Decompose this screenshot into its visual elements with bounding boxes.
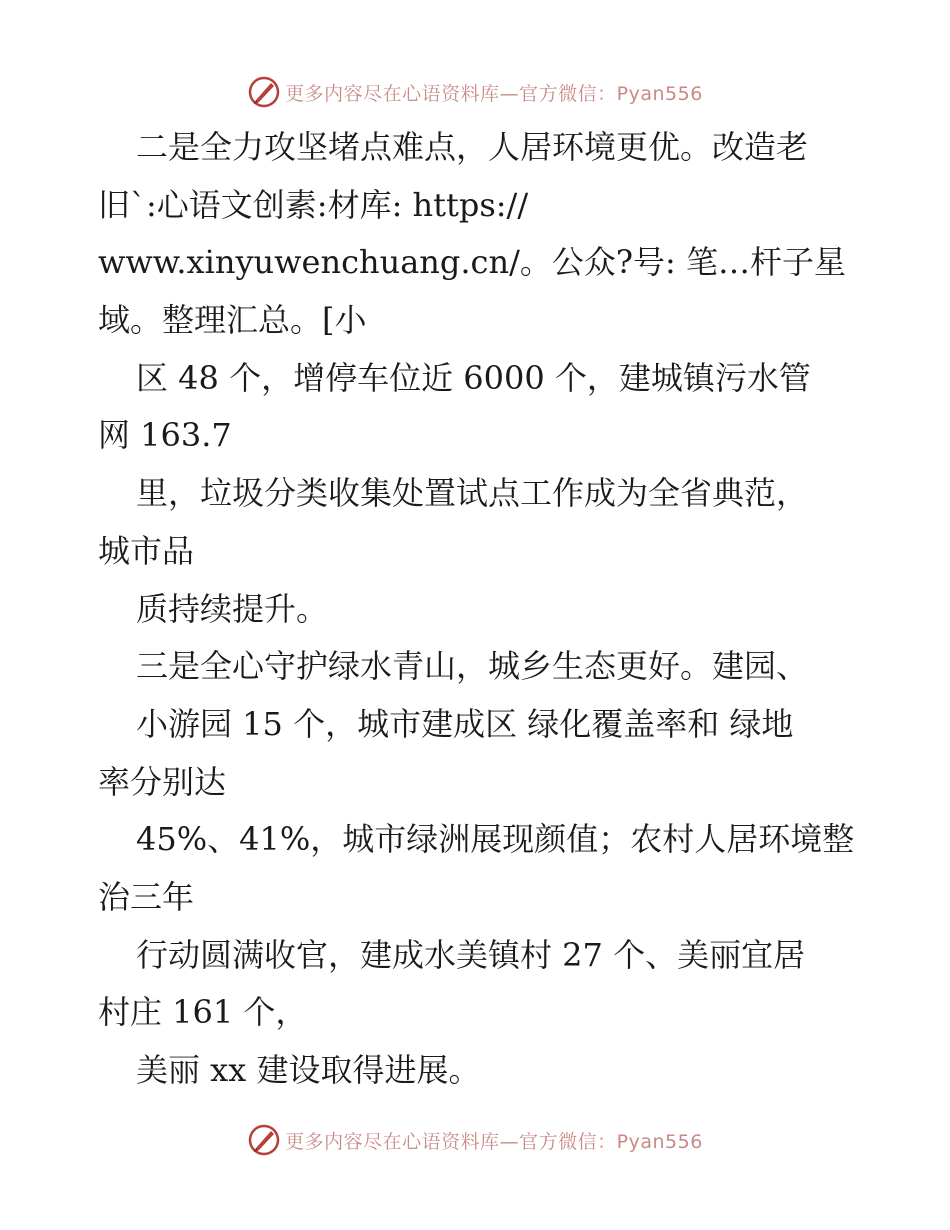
text-line: 45%、41%，城市绿洲展现颜值；农村人居环境整 xyxy=(136,820,855,859)
text-line: 域。整理汇总。[小 xyxy=(98,301,367,340)
document-body xyxy=(98,119,858,1100)
quill-logo-icon xyxy=(247,75,281,109)
text-line: 城市品 xyxy=(98,531,195,570)
text-line: 率分别达 xyxy=(98,762,227,801)
text-line: 三是全心守护绿水青山，城乡生态更好。建园、 xyxy=(136,647,809,686)
text-line: 小游园 15 个，城市建成区 绿化覆盖率和 绿地 xyxy=(136,704,794,743)
watermark-text: 更多内容尽在心语资料库—官方微信：Pyan556 xyxy=(285,82,703,105)
quill-logo-icon xyxy=(247,1123,281,1157)
footer-watermark-banner xyxy=(0,1120,950,1160)
text-line: 网 163.7 xyxy=(98,416,232,455)
text-line: 村庄 161 个， xyxy=(98,993,308,1032)
text-line: 里，垃圾分类收集处置试点工作成为全省典范， xyxy=(136,474,809,513)
text-line: 旧`:心语文创素:材库: https:// xyxy=(98,185,529,224)
text-line: 美丽 xx 建设取得进展。 xyxy=(136,1051,481,1089)
text-line: 行动圆满收官，建成水美镇村 27 个、美丽宜居 xyxy=(136,935,806,974)
text-line: 质持续提升。 xyxy=(136,589,329,628)
header-watermark-banner xyxy=(0,72,950,112)
watermark-text: 更多内容尽在心语资料库—官方微信：Pyan556 xyxy=(285,1130,703,1153)
text-line: 区 48 个，增停车位近 6000 个，建城镇污水管 xyxy=(136,358,811,397)
text-line: 治三年 xyxy=(98,877,195,916)
text-line: 二是全力攻坚堵点难点，人居环境更优。改造老 xyxy=(136,128,809,166)
text-line: www.xinyuwenchuang.cn/。公众?号: 笔…杆子星 xyxy=(98,243,846,282)
